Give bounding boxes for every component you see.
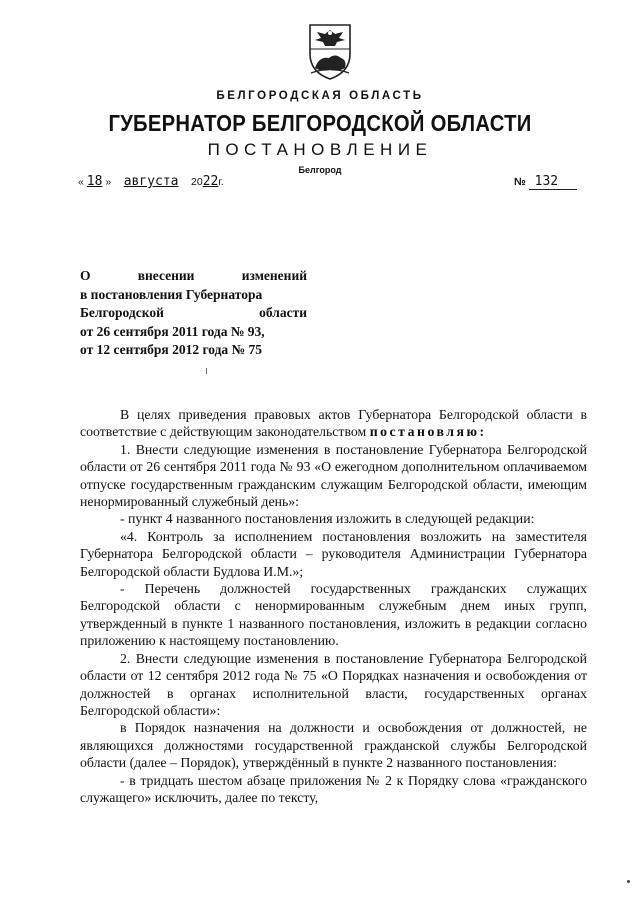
scan-dot [627, 880, 630, 883]
body-paragraph: - пункт 4 названного постановления изложить в следующей редакции: [120, 511, 535, 527]
body-paragraph: - Перечень должностей государственных гражданских служащих Белгородской области с ненормированным служебным днем иных групп, утвержденный в пункте 1 названного постановления, изложить в редакции согласно приложению к настоящему постановлению. [80, 581, 587, 649]
subject-line: О внесении изменений [80, 268, 307, 283]
resolve-word: постановляю: [369, 424, 487, 440]
subject-line: от 12 сентября 2012 года № 75 [80, 342, 262, 358]
date-close-quote: » [105, 176, 112, 188]
date-year-suffix: 22 [202, 174, 219, 189]
body-paragraph: 2. Внести следующие изменения в постановление Губернатора Белгородской области от 12 сентября 2012 года № 75 «О Порядках назначения и освобождения от должностей в органах исполнительной власти, государственных органах Белгородской области»: [80, 650, 587, 718]
subject-line: от 26 сентября 2011 года № 93, [80, 323, 265, 339]
body-paragraph: в Порядок назначения на должности и освобождения от должностей, не являющихся должностями государственной гражданской службы Белгородской области (далее – Порядок), утверждённый в пункте 2 названного постановления: [80, 720, 587, 771]
date-month: августа [123, 174, 179, 189]
subject-line: в постановления Губернатора [80, 286, 263, 302]
date-year-abbr: г. [218, 176, 224, 188]
number-value: 132 [529, 174, 577, 190]
coat-of-arms-icon [305, 22, 355, 82]
date-open-quote: « [78, 176, 84, 188]
number-label: № [514, 176, 526, 188]
subject-line: Белгородской области [80, 305, 307, 321]
scan-mark [206, 368, 207, 374]
preamble-text: В целях приведения правовых актов Губернатора Белгородской области в соответствие с действующим законодательством [80, 407, 587, 440]
body-paragraph: 1. Внести следующие изменения в постановление Губернатора Белгородской области от 26 сентября 2011 года № 93 «О ежегодном дополнительном оплачиваемом отпуске государственным гражданским служащим Белгородской области, имеющим ненормированный служебный день»: [80, 441, 587, 510]
document-subject [80, 267, 307, 360]
body-paragraph [80, 406, 587, 441]
document-body [80, 406, 587, 806]
document-number [514, 174, 577, 190]
city-name: Белгород [298, 165, 342, 175]
body-paragraph: «4. Контроль за исполнением постановления возложить на заместителя Губернатора Белгородской области – руководителя Администрации Губернатора Белгородской области Будлова И.М.»; [80, 528, 587, 579]
document-date [78, 174, 224, 189]
date-day: 18 [86, 174, 103, 189]
document-type: ПОСТАНОВЛЕНИЕ [207, 140, 433, 159]
region-name: БЕЛГОРОДСКАЯ ОБЛАСТЬ [216, 90, 424, 102]
governor-title: ГУБЕРНАТОР БЕЛГОРОДСКОЙ ОБЛАСТИ [108, 110, 532, 136]
body-paragraph: - в тридцать шестом абзаце приложения № 2 к Порядку слова «гражданского служащего» исключить, далее по тексту, [80, 772, 587, 805]
date-year-prefix: 20 [191, 176, 203, 188]
